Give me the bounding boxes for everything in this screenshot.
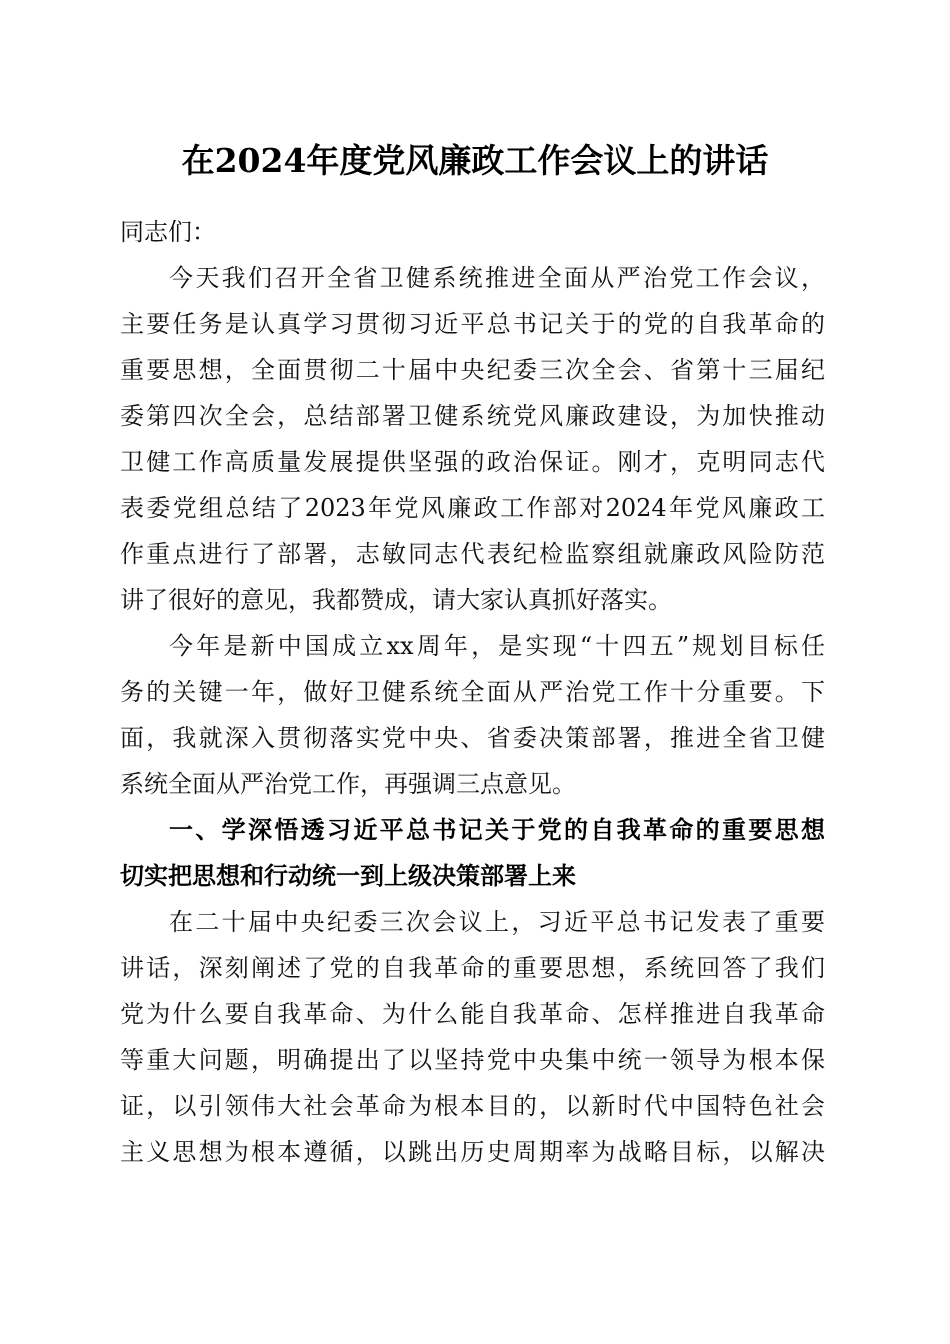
paragraph-line: 证，以引领伟大社会革命为根本目的，以新时代中国特色社会 bbox=[120, 1092, 825, 1120]
paragraph-line: 党为什么要自我革命、为什么能自我革命、怎样推进自我革命 bbox=[120, 1000, 825, 1028]
paragraph-line: 等重大问题，明确提出了以坚持党中央集中统一领导为根本保 bbox=[120, 1046, 825, 1074]
paragraph-line: 系统全面从严治党工作，再强调三点意见。 bbox=[120, 770, 576, 798]
paragraph-line: 今天我们召开全省卫健系统推进全面从严治党工作会议， bbox=[169, 264, 825, 292]
paragraph-line: 主要任务是认真学习贯彻习近平总书记关于的党的自我革命的 bbox=[120, 310, 825, 338]
paragraph-2 bbox=[120, 623, 825, 807]
section-heading-line: 一、学深悟透习近平总书记关于党的自我革命的重要思想 bbox=[169, 816, 825, 844]
section-heading-line: 切实把思想和行动统一到上级决策部署上来 bbox=[120, 862, 576, 890]
paragraph-line: 卫健工作高质量发展提供坚强的政治保证。刚才，克明同志代 bbox=[120, 448, 825, 476]
paragraph-line: 讲话，深刻阐述了党的自我革命的重要思想，系统回答了我们 bbox=[120, 954, 825, 982]
paragraph-line: 作重点进行了部署，志敏同志代表纪检监察组就廉政风险防范 bbox=[120, 540, 825, 568]
paragraph-line: 主义思想为根本遵循，以跳出历史周期率为战略目标，以解决 bbox=[120, 1138, 825, 1166]
paragraph-line: 务的关键一年，做好卫健系统全面从严治党工作十分重要。下 bbox=[120, 678, 825, 706]
paragraph-line: 面，我就深入贯彻落实党中央、省委决策部署，推进全省卫健 bbox=[120, 724, 825, 752]
paragraph-line: 重要思想，全面贯彻二十届中央纪委三次全会、省第十三届纪 bbox=[120, 356, 825, 384]
paragraph-line: 表委党组总结了2023年党风廉政工作部对2024年党风廉政工 bbox=[120, 494, 825, 522]
paragraph-line: 讲了很好的意见，我都赞成，请大家认真抓好落实。 bbox=[120, 586, 672, 614]
paragraph-line: 委第四次全会，总结部署卫健系统党风廉政建设，为加快推动 bbox=[120, 402, 825, 430]
salutation: 同志们： bbox=[120, 218, 216, 246]
document-title: 在2024年度党风廉政工作会议上的讲话 bbox=[181, 141, 769, 180]
paragraph-line: 今年是新中国成立xx周年，是实现“十四五”规划目标任 bbox=[169, 632, 825, 660]
section-heading bbox=[120, 807, 825, 899]
paragraph-1 bbox=[120, 255, 825, 623]
document-body bbox=[120, 209, 825, 1175]
section-paragraph bbox=[120, 899, 825, 1175]
paragraph-line: 在二十届中央纪委三次会议上，习近平总书记发表了重要 bbox=[169, 908, 825, 936]
